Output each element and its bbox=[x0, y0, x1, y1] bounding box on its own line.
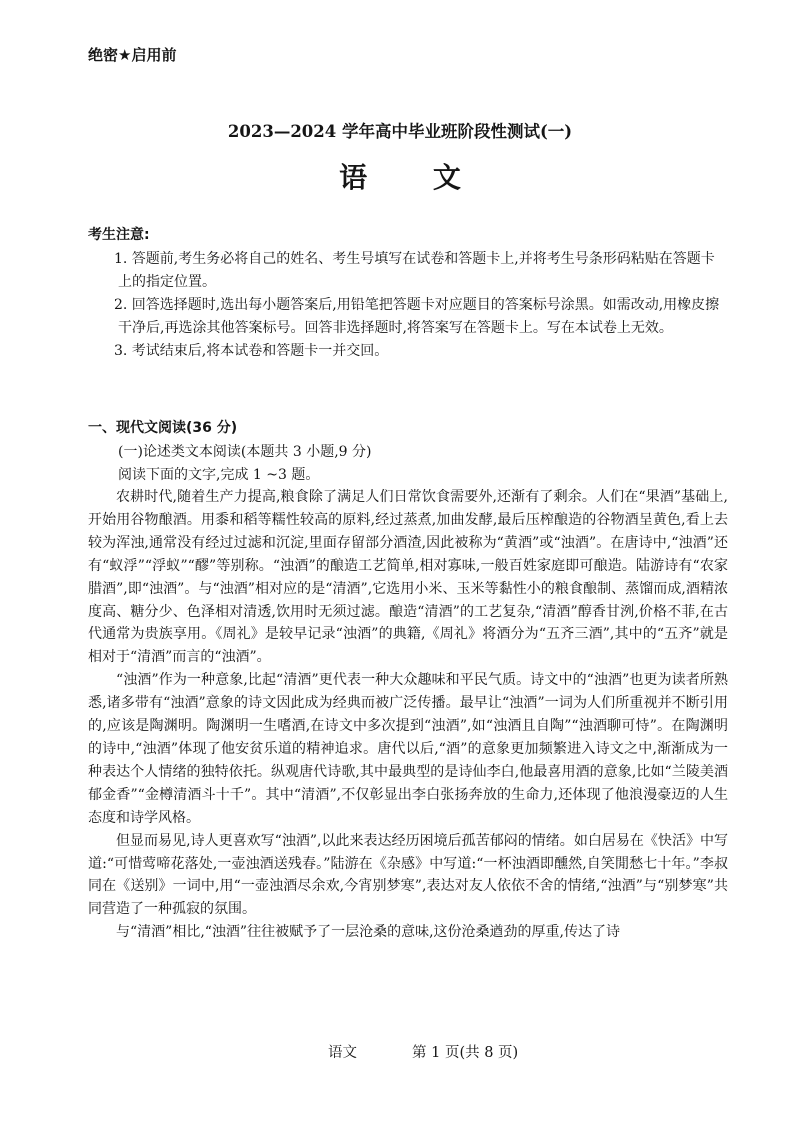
confidential-label: 绝密★启用前 bbox=[88, 46, 177, 64]
exam-title: 2023—2024 学年高中毕业班阶段性测试(一) bbox=[227, 122, 573, 141]
subject-title: 语 文 bbox=[339, 161, 489, 194]
notice-item-3: 3. 考试结束后,将本试卷和答题卡一并交回。 bbox=[114, 343, 389, 359]
notice-item-1: 1. 答题前,考生务必将自己的姓名、考生号填写在试卷和答题卡上,并将考生号条形码粘贴在答题卡上的指定位置。 bbox=[114, 251, 715, 290]
passage-paragraph-2: “浊酒”作为一种意象,比起“清酒”更代表一种大众趣味和平民气质。诗文中的“浊酒”也更为读者所熟悉,诸多带有“浊酒”意象的诗文因此成为经典而被广泛传播。最早让“浊酒”一词为人们所重视并不断引用的,应该是陶渊明。陶渊明一生嗜酒,在诗文中多次提到“浊酒”,如“浊酒且自陶”“浊酒聊可恃”。在陶渊明的诗中,“浊酒”体现了他安贫乐道的精神追求。唐代以后,“酒”的意象更加频繁进入诗文之中,渐渐成为一种表达个人情绪的独特依托。纵观唐代诗歌,其中最典型的是诗仙李白,他最喜用酒的意象,比如“兰陵美酒郁金香”“金樽清酒斗十千”。其中“清酒”,不仅彰显出李白张扬奔放的生命力,还体现了他浪漫豪迈的人生态度和诗学风格。 bbox=[88, 672, 728, 826]
notice-list bbox=[114, 248, 728, 363]
passage-paragraph-4: 与“清酒”相比,“浊酒”往往被赋予了一层沧桑的意味,这份沧桑遒劲的厚重,传达了诗 bbox=[116, 924, 620, 941]
notice-item-2: 2. 回答选择题时,选出每小题答案后,用铅笔把答题卡对应题目的答案标号涂黑。如需改动,用橡皮擦干净后,再选涂其他答案标号。回答非选择题时,将答案写在答题卡上。写在本试卷上无效。 bbox=[114, 297, 720, 336]
sub-section-heading: (一)论述类文本阅读(本题共 3 小题,9 分) bbox=[118, 444, 372, 460]
notice-heading: 考生注意: bbox=[88, 227, 150, 243]
footer-subject: 语文 bbox=[328, 1045, 357, 1061]
reading-instruction: 阅读下面的文字,完成 1 ~3 题。 bbox=[118, 467, 320, 483]
passage-paragraph-3: 但显而易见,诗人更喜欢写“浊酒”,以此来表达经历困境后孤苦郁闷的情绪。如白居易在《快活》中写道:“可惜莺啼花落处,一壶浊酒送残春。”陆游在《杂感》中写道:“一杯浊酒即醺然,自笑閒愁七十年。”李叔同在《送别》一词中,用“一壶浊酒尽余欢,今宵别梦寒”,表达对友人依依不舍的情绪,“浊酒”与“别梦寒”共同营造了一种孤寂的氛围。 bbox=[88, 832, 728, 918]
reading-passage bbox=[88, 486, 728, 944]
passage-paragraph-1: 农耕时代,随着生产力提高,粮食除了满足人们日常饮食需要外,还渐有了剩余。人们在“果酒”基础上,开始用谷物酿酒。用黍和稻等糯性较高的原料,经过蒸煮,加曲发酵,最后压榨酿造的谷物酒呈黄色,看上去较为浑浊,通常没有经过过滤和沉淀,里面存留部分酒渣,因此被称为“黄酒”或“浊酒”。在唐诗中,“浊酒”还有“蚁浮”“浮蚁”“醪”等别称。“浊酒”的酿造工艺简单,相对寡味,一般百姓家庭即可酿造。陆游诗有“农家腊酒”,即“浊酒”。与“浊酒”相对应的是“清酒”,它选用小米、玉米等黏性小的粮食酿制、蒸馏而成,酒精浓度高、糖分少、色泽相对清透,饮用时无须过滤。酿造“清酒”的工艺复杂,“清酒”醇香甘洌,价格不菲,在古代通常为贵族享用。《周礼》是较早记录“浊酒”的典籍,《周礼》将酒分为“五齐三酒”,其中的“五齐”就是相对于“清酒”而言的“浊酒”。 bbox=[88, 489, 728, 666]
footer-page-number: 第 1 页(共 8 页) bbox=[412, 1045, 519, 1061]
section-heading: 一、现代文阅读(36 分) bbox=[88, 420, 238, 436]
